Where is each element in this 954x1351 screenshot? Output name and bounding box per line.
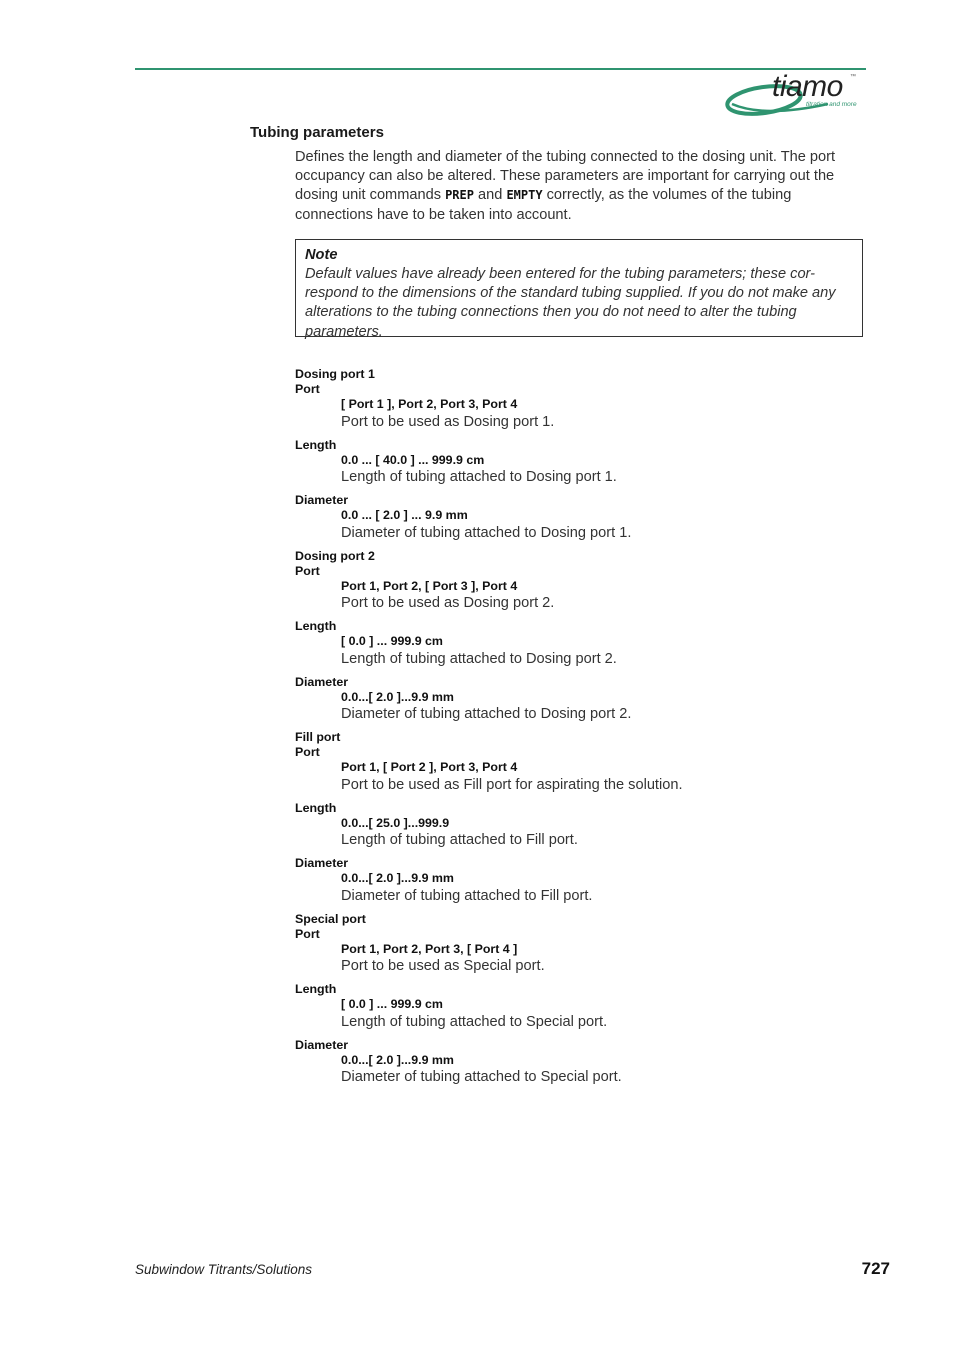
intro-text-2: and xyxy=(473,187,507,204)
param-group xyxy=(295,549,875,724)
param-name: Diameter xyxy=(295,493,349,507)
param-name: Port xyxy=(295,745,320,759)
param-description: Length of tubing attached to Dosing port 2. xyxy=(341,650,617,667)
param-description: Diameter of tubing attached to Dosing port 2. xyxy=(341,706,632,722)
intro-text-1: Defines the length and diameter of the tubing connected to the dosing unit. The port occupancy can also be altered. These parameters are important for carrying out the dosing unit commands xyxy=(295,149,836,204)
param-group xyxy=(295,367,875,542)
parameter-list xyxy=(295,367,875,1086)
param-description: Length of tubing attached to Fill port. xyxy=(341,832,578,848)
param-description: Diameter of tubing attached to Special port. xyxy=(341,1069,622,1085)
param-group xyxy=(295,730,875,905)
tiamo-logo xyxy=(724,70,868,120)
footer-chapter: Subwindow Titrants/Solutions xyxy=(135,1262,312,1277)
param-description: Port to be used as Dosing port 1. xyxy=(341,413,555,430)
section-title: Tubing parameters xyxy=(250,124,384,141)
param-range: 0.0 ... [ 40.0 ] ... 999.9 cm xyxy=(341,452,485,467)
param-description: Length of tubing attached to Special port. xyxy=(341,1013,608,1030)
note-box xyxy=(295,239,863,340)
param-range: 0.0...[ 2.0 ]...9.9 mm xyxy=(341,689,454,704)
param-description: Port to be used as Fill port for aspirating the solution. xyxy=(341,776,683,793)
logo-tagline: titration and more xyxy=(806,101,857,108)
param-range: [ 0.0 ] ... 999.9 cm xyxy=(341,634,443,648)
param-name: Port xyxy=(295,926,320,941)
group-title: Dosing port 1 xyxy=(295,367,375,381)
note-title: Note xyxy=(305,247,338,263)
param-description: Port to be used as Special port. xyxy=(341,958,545,974)
param-range: Port 1, Port 2, Port 3, [ Port 4 ] xyxy=(341,941,518,956)
param-range: Port 1, [ Port 2 ], Port 3, Port 4 xyxy=(341,760,518,774)
param-range: [ Port 1 ], Port 2, Port 3, Port 4 xyxy=(341,397,518,411)
param-name: Port xyxy=(295,382,320,396)
header-rule xyxy=(135,68,866,70)
param-name: Length xyxy=(295,982,337,996)
param-name: Length xyxy=(295,437,337,452)
command-prep: PREP xyxy=(445,188,474,203)
note-text: Default values have already been entered for the tubing parameters; these cor-respond to the dimensions of the standard tubing supplied. If you do not make any alterations to the tubing connections then you do not need to alter the tubing parameters. xyxy=(305,266,836,340)
param-description: Diameter of tubing attached to Fill port. xyxy=(341,887,593,904)
intro-text-3: correctly, as the volumes of the tubing connections have to be taken into account. xyxy=(295,187,792,223)
param-range: 0.0...[ 25.0 ]...999.9 xyxy=(341,815,450,830)
command-empty: EMPTY xyxy=(506,188,543,203)
param-name: Diameter xyxy=(295,1037,349,1052)
param-description: Length of tubing attached to Dosing port 1. xyxy=(341,469,617,485)
group-title: Special port xyxy=(295,911,366,926)
logo-word: tiamo xyxy=(772,70,843,103)
param-range: 0.0 ... [ 2.0 ] ... 9.9 mm xyxy=(341,508,468,522)
param-group xyxy=(295,912,875,1087)
param-description: Diameter of tubing attached to Dosing port 1. xyxy=(341,524,632,541)
param-range: Port 1, Port 2, [ Port 3 ], Port 4 xyxy=(341,578,518,593)
param-range: 0.0...[ 2.0 ]...9.9 mm xyxy=(341,871,454,885)
param-name: Diameter xyxy=(295,674,349,689)
param-name: Length xyxy=(295,800,337,815)
param-range: [ 0.0 ] ... 999.9 cm xyxy=(341,997,443,1011)
param-description: Port to be used as Dosing port 2. xyxy=(341,595,555,611)
param-name: Port xyxy=(295,563,320,578)
group-title: Dosing port 2 xyxy=(295,548,375,563)
group-title: Fill port xyxy=(295,730,341,744)
param-name: Diameter xyxy=(295,856,349,870)
param-name: Length xyxy=(295,619,337,633)
logo-trademark: ™ xyxy=(850,74,856,80)
intro-paragraph xyxy=(295,148,863,225)
page-number: 727 xyxy=(861,1259,890,1278)
param-range: 0.0...[ 2.0 ]...9.9 mm xyxy=(341,1052,454,1067)
